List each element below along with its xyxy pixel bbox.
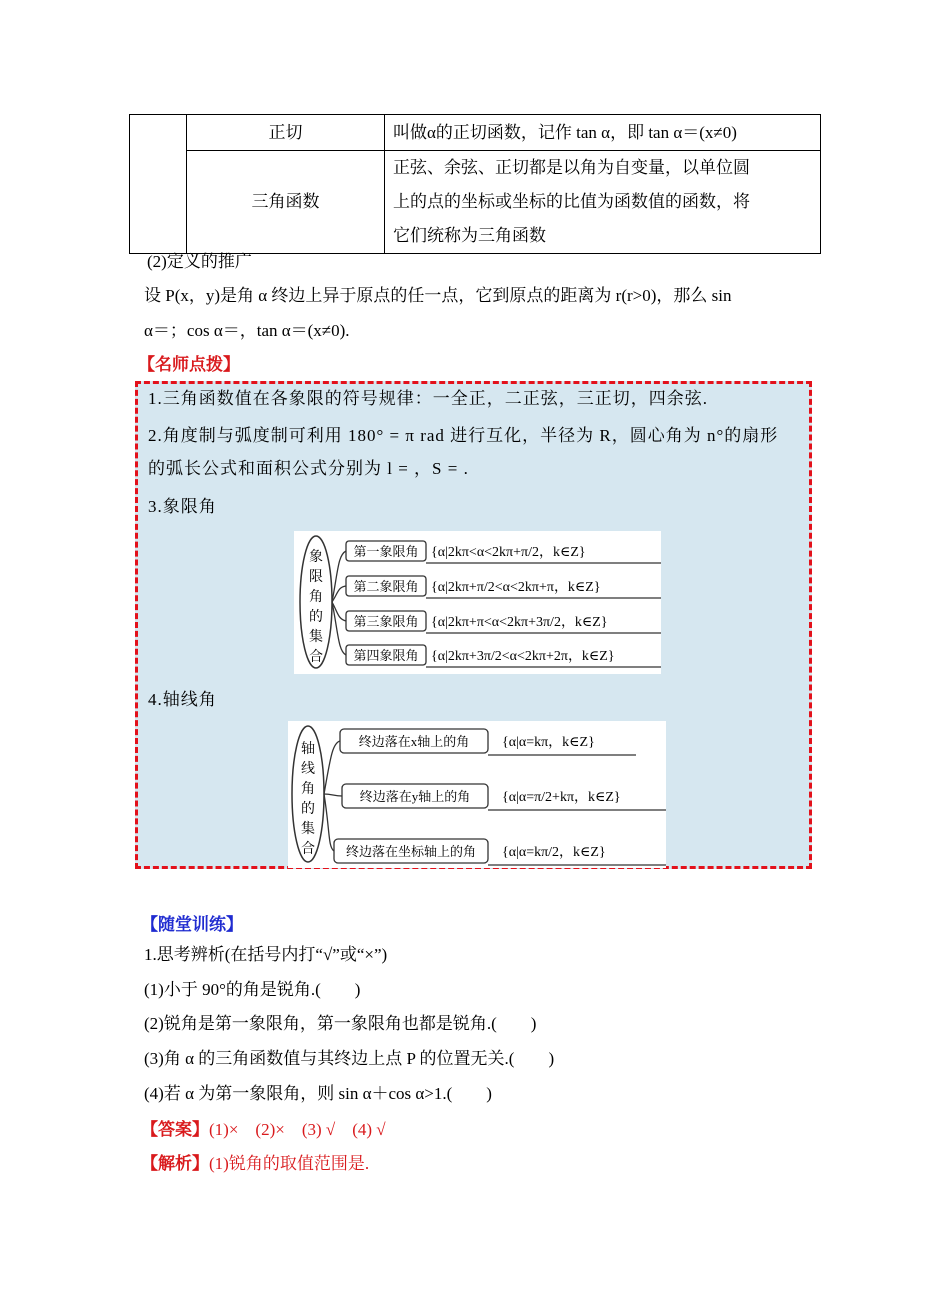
set-expression: {α|2kπ<α<2kπ+π/2，k∈Z} [431,545,586,560]
question-item: (1)小于 90°的角是锐角.( ) [144,980,361,999]
question-item: (2)锐角是第一象限角，第一象限角也都是锐角.( ) [144,1014,537,1033]
definition-cell: 叫做α的正切函数，记作 tan α，即 tan α＝(x≠0) [385,115,821,151]
section-heading: (2)定义的推广 [147,252,252,271]
category-cell [130,115,187,254]
analysis-label: 【解析】 [141,1154,209,1173]
question-item: (4)若 α 为第一象限角，则 sin α＋cos α>1.( ) [144,1084,492,1103]
root-char: 限 [309,570,323,585]
axis-angle-figure [288,721,666,868]
definition-line: 它们统称为三角函数 [393,226,546,245]
question-intro: 1.思考辨析(在括号内打“√”或“×”) [144,945,388,964]
set-expression: {α|2kπ+3π/2<α<2kπ+2π，k∈Z} [431,649,615,664]
root-char: 集 [301,822,315,837]
tip-item: 的弧长公式和面积公式分别为 l = ，S = . [148,459,469,478]
branch-curve [332,551,346,602]
definition-line: 正弦、余弦、正切都是以角为自变量，以单位圆 [393,158,750,177]
branch-label: 第二象限角 [353,579,419,594]
root-char: 合 [301,842,315,857]
branch-label: 第三象限角 [353,614,419,629]
branch-curve [332,602,346,655]
tip-item: 3.象限角 [148,497,217,516]
branch-label: 第一象限角 [353,544,419,559]
answer-label: 【答案】 [141,1120,209,1139]
root-char: 象 [309,550,323,565]
branch-label: 终边落在y轴上的角 [359,789,471,804]
branch-label: 终边落在x轴上的角 [358,734,470,749]
table-row [130,151,821,254]
branch-label: 第四象限角 [353,648,419,663]
root-char: 轴 [301,742,315,757]
answer-line [141,1118,386,1142]
term-cell: 三角函数 [187,151,385,254]
tip-item: 1.三角函数值在各象限的符号规律：一全正，二正弦，三正切，四余弦. [148,389,708,408]
table-row [130,115,821,151]
quadrant-angle-figure [294,531,661,674]
root-char: 的 [301,802,315,817]
answer-text: (1)× (2)× (3) √ (4) √ [209,1120,386,1139]
branch-curve [324,794,342,796]
root-char: 线 [301,762,315,777]
analysis-line [141,1152,369,1176]
definition-line: 上的点的坐标或坐标的比值为函数值的函数，将 [393,192,750,211]
axis-angle-diagram [288,721,666,868]
analysis-text: (1)锐角的取值范围是. [209,1154,370,1173]
set-expression: {α|α=π/2+kπ，k∈Z} [502,790,621,805]
set-expression: {α|α=kπ，k∈Z} [502,735,595,750]
tip-item: 2.角度制与弧度制可利用 180° = π rad 进行互化，半径为 R，圆心角为 n°的扇形 [148,426,779,445]
root-char: 的 [309,610,323,625]
tips-label: 【名师点拨】 [138,355,240,374]
definition-cell [385,151,821,254]
practice-label: 【随堂训练】 [141,915,243,934]
quadrant-angle-diagram [294,531,661,674]
definition-table [129,114,821,254]
set-expression: {α|2kπ+π/2<α<2kπ+π，k∈Z} [431,580,601,595]
term-cell: 正切 [187,115,385,151]
branch-curve [324,741,340,794]
root-char: 合 [309,650,323,665]
branch-curve [324,794,334,851]
branch-label: 终边落在坐标轴上的角 [345,844,477,859]
question-item: (3)角 α 的三角函数值与其终边上点 P 的位置无关.( ) [144,1049,555,1068]
set-expression: {α|α=kπ/2，k∈Z} [502,845,606,860]
set-expression: {α|2kπ+π<α<2kπ+3π/2，k∈Z} [431,615,608,630]
tip-item: 4.轴线角 [148,690,217,709]
root-char: 集 [309,630,323,645]
root-char: 角 [301,782,315,797]
paragraph-line: 设 P(x，y)是角 α 终边上异于原点的任一点，它到原点的距离为 r(r>0)，那么 sin [144,286,732,305]
root-char: 角 [309,590,323,605]
paragraph-line: α＝；cos α＝，tan α＝(x≠0). [144,321,350,340]
tips-box [135,381,812,869]
